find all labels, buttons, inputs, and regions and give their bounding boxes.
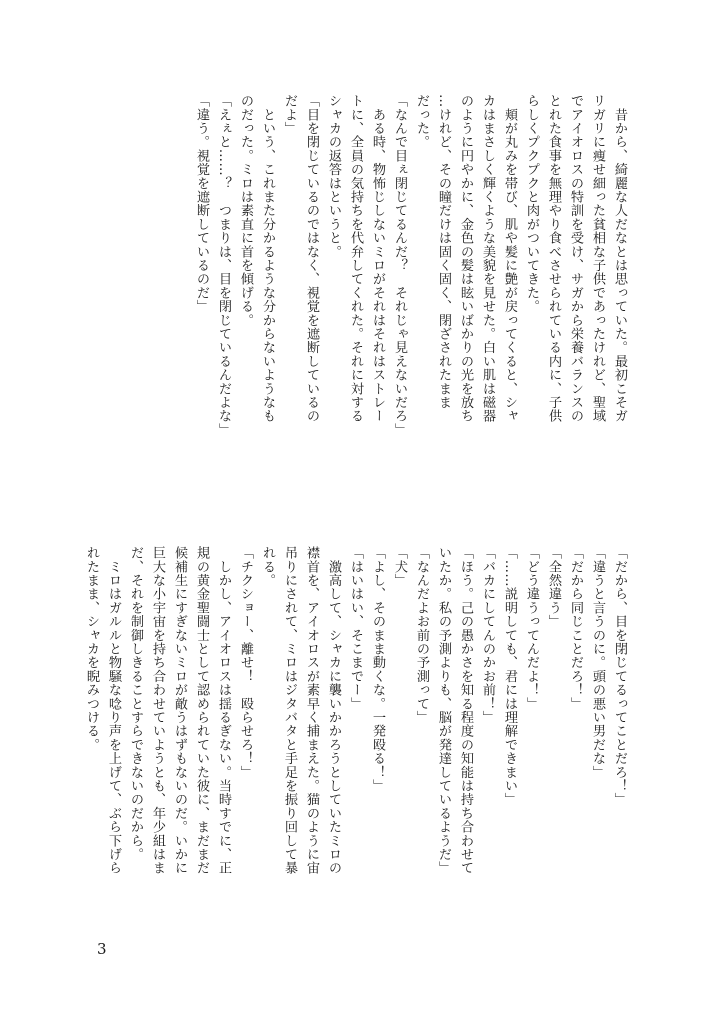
text-line: 候補生にすぎないミロが敵うはずもないのだ。いかに bbox=[172, 546, 187, 875]
page-number: 3 bbox=[97, 940, 107, 958]
text-line: 巨大な小宇宙を持ち合わせていようとも、年少組はま bbox=[150, 546, 165, 875]
text-line: という、これまた分かるような分からないようなも bbox=[260, 94, 275, 423]
text-line: トに、全員の気持ちを代弁してくれた。それに対する bbox=[348, 94, 363, 423]
text-line: とれた食事を無理やり食べさせられている内に、子供 bbox=[546, 94, 561, 423]
text-line: 襟首を、アイオロスが素早く捕まえた。猫のように宙 bbox=[304, 546, 319, 875]
text-line: らしくプクプクと肉がついてきた。 bbox=[524, 94, 539, 314]
text-line: 「チクショー、離せ！ 殴らせろ！」 bbox=[238, 546, 253, 779]
text-line: のように円やかに、金色の髪は眩いばかりの光を放ち bbox=[458, 94, 473, 423]
text-line: カはまさしく輝くような美貌を見せた。白い肌は磁器 bbox=[480, 94, 495, 423]
text-line: 「違う。視覚を遮断しているのだ」 bbox=[194, 94, 209, 314]
text-line: しかし、アイオロスは揺るぎない。当時すでに、正 bbox=[216, 546, 231, 875]
text-line: 「バカにしてんのかお前！」 bbox=[480, 546, 495, 725]
upper-text-block bbox=[75, 94, 630, 504]
text-line: だ、それを制御しきることすらできないのだから。 bbox=[128, 546, 143, 862]
text-line: 「ほう。己の愚かさを知る程度の知能は持ち合わせて bbox=[458, 546, 473, 875]
text-line: のだった。ミロは素直に首を傾げる。 bbox=[238, 94, 253, 327]
text-line: リガリに痩せ細った貧相な子供であったけれど、聖域 bbox=[590, 94, 605, 423]
text-line: でアイオロスの特訓を受け、サガから栄養バランスの bbox=[568, 94, 583, 423]
lower-text-block bbox=[75, 546, 630, 956]
text-line: …けれど、その瞳だけは固く固く、閉ざされたまま bbox=[436, 94, 451, 410]
text-line: 「だから同じことだろ！」 bbox=[568, 546, 583, 711]
text-line: 「……説明しても、君には理解できまい」 bbox=[502, 546, 517, 807]
text-line: 「なんで目ぇ閉じてるんだ？ それじゃ見えないだろ」 bbox=[392, 94, 407, 437]
text-line: シャカの返答はというと。 bbox=[326, 94, 341, 259]
text-line: ある時、物怖じしないミロがそれはそれはストレー bbox=[370, 94, 385, 423]
text-line: 「どう違うってんだよ！」 bbox=[524, 546, 539, 711]
text-line: 吊りにされて、ミロはジタバタと手足を振り回して暴 bbox=[282, 546, 297, 875]
text-line: 「全然違う」 bbox=[546, 546, 561, 629]
text-line: 「えぇと……？ つまりは、目を閉じているんだよな」 bbox=[216, 94, 231, 437]
text-line: 激高して、シャカに襲いかかろうとしていたミロの bbox=[326, 546, 341, 875]
text-line: れたまま、シャカを睨みつける。 bbox=[84, 546, 99, 752]
text-line: 「犬」 bbox=[392, 546, 407, 588]
text-line: 「違うと言うのに。頭の悪い男だな」 bbox=[590, 546, 605, 779]
text-line: 「なんだよお前の予測って」 bbox=[414, 546, 429, 725]
text-line: れる。 bbox=[260, 546, 275, 588]
text-line: だよ」 bbox=[282, 94, 297, 136]
text-line: 「はいはい、そこまでー」 bbox=[348, 546, 363, 711]
text-line: だった。 bbox=[414, 94, 429, 149]
text-line: 規の黄金聖闘士として認められていた彼に、まだまだ bbox=[194, 546, 209, 875]
text-line: 頬が丸みを帯び、肌や髪に艶が戻ってくると、シャ bbox=[502, 94, 517, 423]
text-line: ミロはガルルと物騒な唸り声を上げて、ぶら下げら bbox=[106, 546, 121, 875]
text-line: 「よし、そのまま動くな。一発殴る！」 bbox=[370, 546, 385, 793]
text-line: 「だから、目を閉じてるってことだろ！」 bbox=[612, 546, 627, 807]
text-line: 「目を閉じているのではなく、視覚を遮断しているの bbox=[304, 94, 319, 423]
text-line: いたか。私の予測よりも、脳が発達しているようだ」 bbox=[436, 546, 451, 875]
text-line: 昔から、綺麗な人だなとは思っていた。最初こそガ bbox=[612, 94, 627, 423]
